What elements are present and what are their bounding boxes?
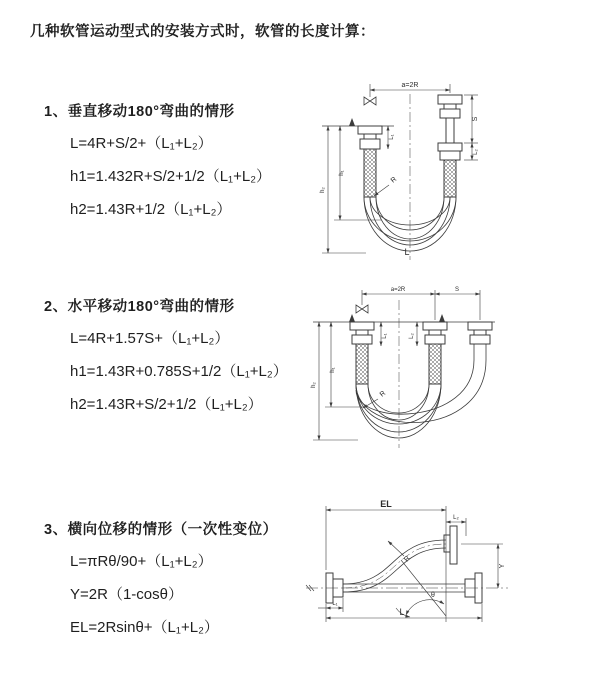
formula-3-el: EL=2Rsinθ+（L₁+L₂） <box>70 619 219 636</box>
valve-icon <box>364 97 376 105</box>
formula-1-h2: h2=1.43R+1/2（L₁+L₂） <box>70 201 232 218</box>
dim-label-l2: L₂ <box>453 515 459 521</box>
dim-label-a2r: a=2R <box>401 82 419 89</box>
direction-arrow-icon <box>349 118 355 126</box>
braided-hose-section <box>429 344 441 384</box>
section-1 <box>44 100 271 226</box>
dim-label-h2: h₂ <box>320 187 326 193</box>
direction-arrow-icon <box>349 314 355 322</box>
formula-2-h1: h1=1.43R+0.785S+1/2（L₁+L₂） <box>70 363 288 380</box>
angle-label: θ <box>431 592 435 599</box>
middle-flange-fitting <box>423 322 447 344</box>
dim-label-el: EL <box>380 499 392 509</box>
dim-label-h1: h₁ <box>339 170 345 176</box>
radius-label: R <box>389 175 399 185</box>
radius-leader <box>388 541 404 556</box>
valve-icon <box>356 305 368 313</box>
dim-label-s: S <box>454 287 460 293</box>
formula-3-y: Y=2R（1-cosθ） <box>70 586 183 603</box>
formula-3-l: L=πRθ/90+（L₁+L₂） <box>70 553 213 570</box>
shifted-flange-fitting <box>468 322 492 344</box>
direction-arrow-icon <box>439 314 445 322</box>
section-1-heading: 1、垂直移动180°弯曲的情形 <box>44 104 235 120</box>
left-flange-fitting <box>350 322 374 344</box>
braided-hose-section <box>444 160 456 197</box>
formula-1-l: L=4R+S/2+（L₁+L₂） <box>70 135 213 152</box>
section-2 <box>44 295 288 421</box>
dim-label-h2: h₂ <box>311 382 317 388</box>
dim-label-a2r: a=2R <box>390 287 406 293</box>
section-2-heading: 2、水平移动180°弯曲的情形 <box>44 299 235 315</box>
right-flange-fitting <box>438 95 462 160</box>
dim-label-l2: L₂ <box>473 149 479 155</box>
formula-2-l: L=4R+1.57S+（L₁+L₂） <box>70 330 230 347</box>
hose-shifted-curves <box>356 360 486 423</box>
left-flange-fitting <box>358 126 382 149</box>
section-3-heading: 3、横向位移的情形（一次性变位） <box>44 522 278 538</box>
dim-label-l1: L₁ <box>389 134 395 140</box>
dim-label-l1: L₁ <box>382 333 388 339</box>
page-title: 几种软管运动型式的安装方式时，软管的长度计算： <box>30 24 375 40</box>
dim-label-s: S <box>472 116 479 122</box>
dim-label-l2: L₂ <box>409 333 415 339</box>
formula-2-h2: h2=1.43R+S/2+1/2（L₁+L₂） <box>70 396 263 413</box>
dim-label-h1: h₁ <box>330 367 336 373</box>
length-label: L <box>404 247 410 257</box>
dim-label-y: Y <box>499 563 506 569</box>
diagram-horizontal-180-bend <box>303 280 503 452</box>
length-label: L <box>399 607 405 617</box>
diagram-lateral-displacement <box>298 496 513 644</box>
formula-1-h1: h1=1.432R+S/2+1/2（L₁+L₂） <box>70 168 272 185</box>
radius-label: R <box>378 389 388 399</box>
radius-label: R <box>403 554 412 564</box>
braided-hose-section <box>364 149 376 197</box>
dim-label-l1: L₁ <box>332 601 338 607</box>
section-3 <box>44 518 278 644</box>
diagram-vertical-180-bend <box>306 70 501 265</box>
braided-hose-section <box>356 344 368 384</box>
